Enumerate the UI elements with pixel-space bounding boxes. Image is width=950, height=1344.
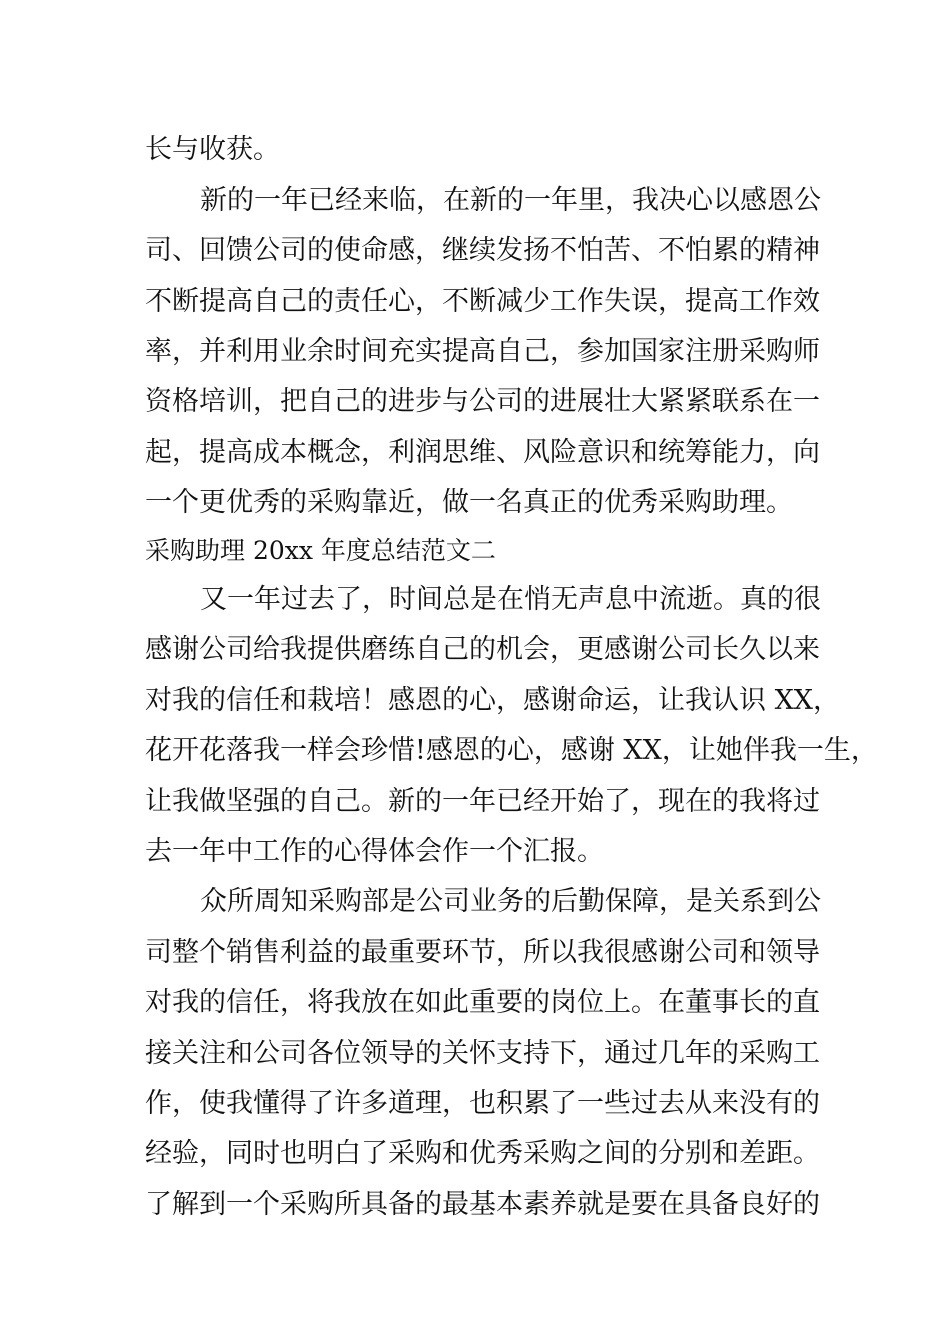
section-heading: 采购助理 20xx 年度总结范文二 [145, 536, 496, 565]
paragraph-line: 感谢公司给我提供磨练自己的机会，更感谢公司长久以来 [145, 634, 820, 665]
paragraph-line: 又一年过去了，时间总是在悄无声息中流逝。真的很 [200, 584, 821, 615]
paragraph-line: 接关注和公司各位领导的关怀支持下，通过几年的采购工 [145, 1038, 820, 1069]
paragraph-line: 资格培训，把自己的进步与公司的进展壮大紧紧联系在一 [145, 386, 820, 417]
paragraph-line: 对我的信任和栽培！感恩的心，感谢命运，让我认识 XX， [145, 685, 841, 716]
paragraph-line: 司、回馈公司的使命感，继续发扬不怕苦、不怕累的精神 [145, 235, 820, 266]
paragraph-line: 了解到一个采购所具备的最基本素养就是要在具备良好的 [145, 1189, 820, 1220]
paragraph-line: 率，并利用业余时间充实提高自己，参加国家注册采购师 [145, 336, 820, 367]
paragraph-line: 作，使我懂得了许多道理，也积累了一些过去从来没有的 [145, 1088, 820, 1119]
paragraph-line: 司整个销售利益的最重要环节，所以我很感谢公司和领导 [145, 937, 820, 968]
paragraph-line: 让我做坚强的自己。新的一年已经开始了，现在的我将过 [145, 786, 820, 817]
paragraph-line: 一个更优秀的采购靠近，做一名真正的优秀采购助理。 [145, 487, 793, 518]
paragraph-line: 经验，同时也明白了采购和优秀采购之间的分别和差距。 [145, 1138, 820, 1169]
paragraph-line: 去一年中工作的心得体会作一个汇报。 [145, 836, 604, 867]
paragraph-line: 花开花落我一样会珍惜!感恩的心，感谢 XX，让她伴我一生， [145, 735, 878, 766]
paragraph-line: 众所周知采购部是公司业务的后勤保障，是关系到公 [200, 886, 821, 917]
paragraph-line: 不断提高自己的责任心，不断减少工作失误，提高工作效 [145, 286, 820, 317]
paragraph-line: 对我的信任，将我放在如此重要的岗位上。在董事长的直 [145, 987, 820, 1018]
paragraph-line: 起，提高成本概念，利润思维、风险意识和统筹能力，向 [145, 437, 820, 468]
paragraph-line: 新的一年已经来临，在新的一年里，我决心以感恩公 [200, 185, 821, 216]
paragraph-line: 长与收获。 [145, 134, 280, 165]
